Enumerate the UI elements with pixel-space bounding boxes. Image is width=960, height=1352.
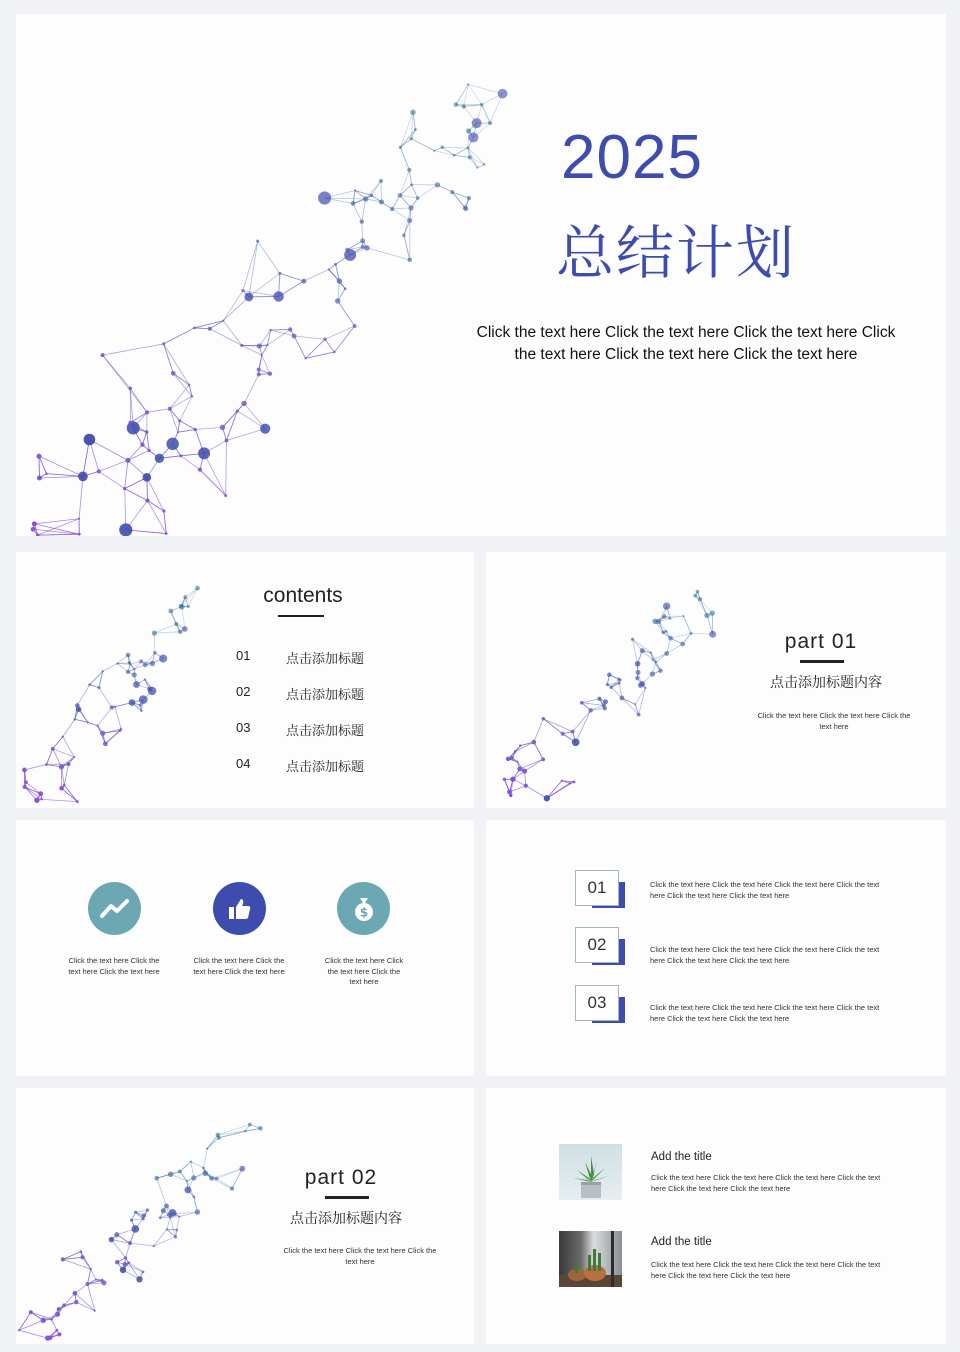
part-body-text: Click the text here Click the text here Click the text here <box>283 1246 437 1266</box>
part-subtitle: 点击添加标题内容 <box>770 675 882 691</box>
contents-item-number: 02 <box>236 684 251 699</box>
thumbs-up-icon <box>213 882 266 935</box>
contents-heading: contents <box>263 584 343 607</box>
contents-item-label: 点击添加标题 <box>286 724 365 739</box>
contents-slide <box>16 552 474 808</box>
part-subtitle: 点击添加标题内容 <box>290 1211 402 1227</box>
photo-item-title: Add the title <box>651 1151 712 1163</box>
part-02-slide <box>16 1088 474 1344</box>
network-graphic <box>16 552 216 808</box>
contents-item-number: 04 <box>236 756 251 771</box>
contents-item-label: 点击添加标题 <box>286 688 365 703</box>
number-badge: 02 <box>575 927 619 963</box>
trend-line-icon <box>88 882 141 935</box>
number-badge: 03 <box>575 985 619 1021</box>
money-bag-icon <box>337 882 390 935</box>
cover-title: 总结计划 <box>556 219 797 287</box>
numbered-item-text: Click the text here Click the text here Click the text here Click the text here Click the text here Click the text here <box>650 1003 880 1023</box>
contents-item-number: 01 <box>236 648 251 663</box>
numbered-item <box>575 927 895 971</box>
network-graphic <box>16 14 536 536</box>
part-heading: part 01 <box>784 630 858 653</box>
contents-item[interactable] <box>236 756 436 776</box>
contents-item-label: 点击添加标题 <box>286 760 365 775</box>
cover-body-text: Click the text here Click the text here Click the text here Click the text here Click the text here Click the text here <box>476 324 896 363</box>
part-01-slide <box>486 552 946 808</box>
svg-text:$: $ <box>359 905 368 919</box>
contents-item-label: 点击添加标题 <box>286 652 365 667</box>
numbered-item <box>575 985 895 1029</box>
network-graphic <box>486 552 726 808</box>
photo-item <box>559 1144 899 1202</box>
photo-item-title: Add the title <box>651 1236 712 1248</box>
photo-item <box>559 1231 899 1289</box>
part-heading-underline <box>325 1196 369 1199</box>
photo-item-text: Click the text here Click the text here Click the text here Click the text here Click the text here Click the text here <box>651 1173 881 1193</box>
number-badge: 01 <box>575 870 619 906</box>
contents-item[interactable] <box>236 720 436 740</box>
feature-text: Click the text here Click the text here Click the text here <box>193 956 285 976</box>
contents-heading-underline <box>278 615 324 617</box>
numbered-item <box>575 870 895 914</box>
succulent-photo <box>559 1144 622 1200</box>
part-heading-underline <box>800 660 844 663</box>
cover-slide <box>16 14 946 536</box>
network-graphic <box>16 1088 266 1344</box>
contents-item[interactable] <box>236 684 436 704</box>
potted-plants-photo <box>559 1231 622 1287</box>
contents-item-number: 03 <box>236 720 251 735</box>
part-body-text: Click the text here Click the text here Click the text here <box>757 711 911 731</box>
cover-year: 2025 <box>561 123 703 192</box>
photo-list-slide <box>486 1088 946 1344</box>
part-heading: part 02 <box>304 1166 378 1189</box>
numbered-item-text: Click the text here Click the text here Click the text here Click the text here Click the text here Click the text here <box>650 880 880 900</box>
icon-features-slide <box>16 820 474 1076</box>
feature-text: Click the text here Click the text here Click the text here <box>324 956 404 986</box>
contents-item[interactable] <box>236 648 436 668</box>
numbered-list-slide <box>486 820 946 1076</box>
feature-text: Click the text here Click the text here Click the text here <box>68 956 160 976</box>
numbered-item-text: Click the text here Click the text here Click the text here Click the text here Click the text here Click the text here <box>650 945 880 965</box>
photo-item-text: Click the text here Click the text here Click the text here Click the text here Click the text here Click the text here <box>651 1260 881 1280</box>
